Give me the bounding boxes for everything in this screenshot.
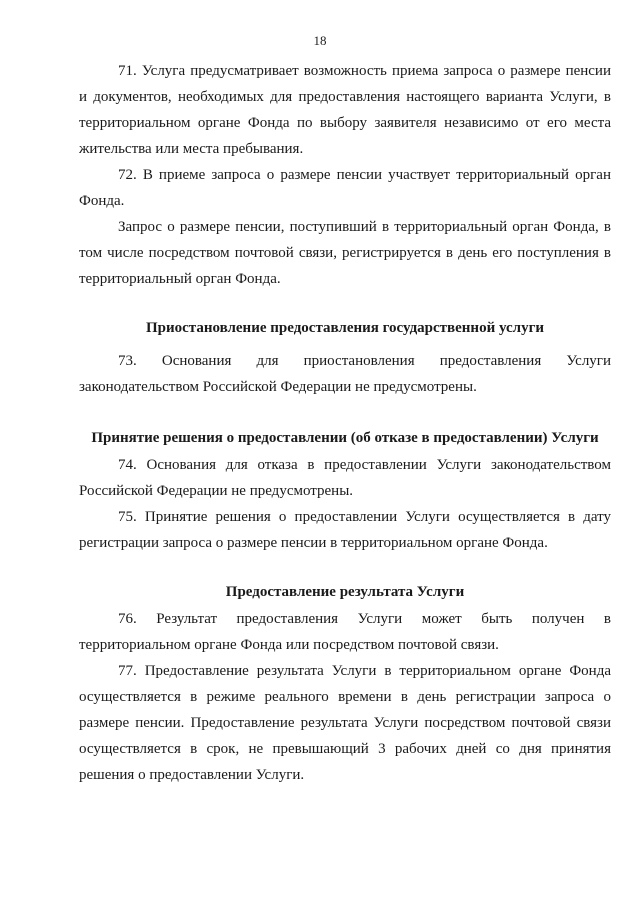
page-number: 18 (313, 33, 327, 48)
paragraph-77: 77. Предоставление результата Услуги в территориальном органе Фонда осуществляется в режиме реального времени в день регистрации запроса о размере пенсии. Предоставление результата Услуги посредством почтовой связи осуществляется в срок, не превышающий 3 рабочих дней со дня принятия решения о предоставлении Услуги. (79, 663, 611, 783)
paragraph-75: 75. Принятие решения о предоставлении Услуги осуществляется в дату регистрации запроса о размере пенсии в территориальном органе Фонда. (79, 509, 611, 551)
paragraph-73: 73. Основания для приостановления предоставления Услуги законодательством Российской Федерации не предусмотрены. (79, 353, 611, 395)
paragraph-72: 72. В приеме запроса о размере пенсии участвует территориальный орган Фонда. (79, 167, 611, 209)
section-heading-decision: Принятие решения о предоставлении (об отказе в предоставлении) Услуги (91, 430, 599, 446)
section-heading-suspension: Приостановление предоставления государственной услуги (145, 320, 545, 336)
paragraph-71: 71. Услуга предусматривает возможность приема запроса о размере пенсии и документов, необходимых для предоставления настоящего варианта Услуги, в территориальном органе Фонда по выбору заявителя независимо от его места жительства или места пребывания. (79, 63, 611, 157)
paragraph-72-continued: Запрос о размере пенсии, поступивший в территориальный орган Фонда, в том числе посредством почтовой связи, регистрируется в день его поступления в территориальный орган Фонда. (79, 219, 611, 287)
section-heading-result: Предоставление результата Услуги (225, 584, 465, 600)
paragraph-76: 76. Результат предоставления Услуги может быть получен в территориальном органе Фонда или посредством почтовой связи. (79, 611, 611, 653)
paragraph-74: 74. Основания для отказа в предоставлении Услуги законодательством Российской Федерации не предусмотрены. (79, 457, 611, 499)
